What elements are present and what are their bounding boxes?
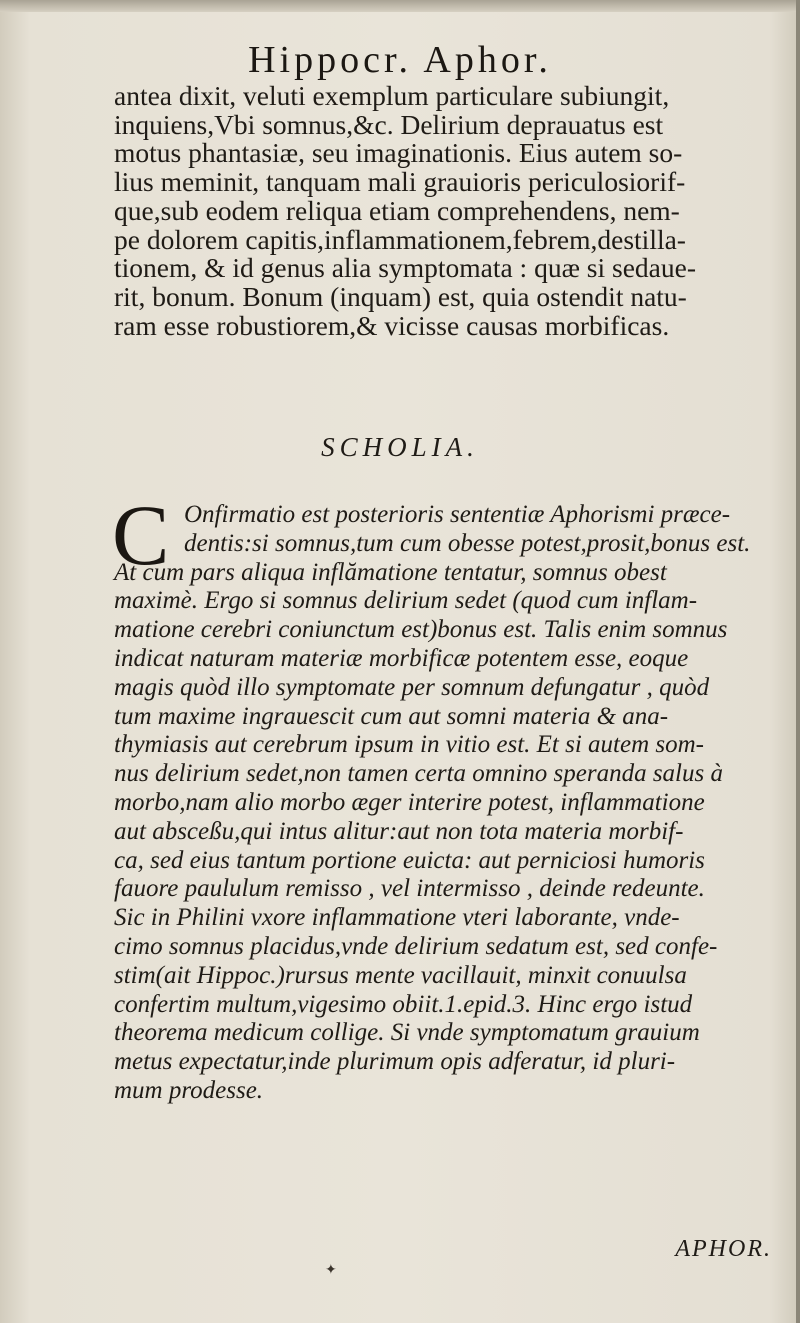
scholia-line: matione cerebri coniunctum est)bonus est. Talis enim somnus	[114, 616, 728, 644]
scholia-line: Onfirmatio est posterioris sententiæ Aphorismi præce-	[184, 501, 731, 528]
scholia-line: aut absceßu,qui intus alitur:aut non tota materia morbif-	[114, 817, 684, 845]
scholia-line: cimo somnus placidus,vnde delirium sedatum est, sed confe-	[114, 932, 718, 960]
scholia-line: magis quòd illo symptomate per somnum defungatur , quòd	[114, 673, 710, 701]
running-header: Hippocr. Aphor.	[248, 39, 552, 81]
scholia-line: metus expectatur,inde plurimum opis adferatur, id pluri-	[114, 1048, 676, 1076]
scholia-line: fauore paululum remisso , vel intermisso , deinde redeunte.	[114, 875, 705, 903]
scholia-line: indicat naturam materiæ morbificæ potentem esse, eoque	[114, 644, 689, 672]
page-top-shadow	[0, 0, 800, 12]
text-line: pe dolorem capitis,inflammationem,febrem,destilla-	[114, 223, 686, 255]
text-line: inquiens,Vbi somnus,&c. Delirium deprauatus est	[114, 108, 664, 140]
scholia-line: tum maxime ingrauescit cum aut somni materia & ana-	[114, 702, 669, 730]
catchword: APHOR.	[675, 1236, 772, 1262]
scholia-line: nus delirium sedet,non tamen certa omnino speranda salus à	[114, 760, 723, 788]
scholia-line: ca, sed eius tantum portione euicta: aut perniciosi humoris	[114, 846, 705, 874]
text-line: motus phantasiæ, seu imaginationis. Eius autem so-	[114, 137, 683, 169]
scholia-line: maximè. Ergo si somnus delirium sedet (quod cum inflam-	[114, 587, 698, 615]
scholia-line: At cum pars aliqua inflămatione tentatur, somnus obest	[114, 558, 667, 586]
drop-cap: C	[112, 487, 170, 583]
text-line: que,sub eodem reliqua etiam comprehendens, nem-	[114, 194, 680, 226]
text-line: ram esse robustiorem,& vicisse causas morbificas.	[114, 309, 670, 341]
scholia-line: confertim multum,vigesimo obiit.1.epid.3. Hinc ergo istud	[114, 990, 693, 1018]
scholia-line: Sic in Philini vxore inflammatione vteri laborante, vnde-	[114, 904, 680, 932]
text-line: tionem, & id genus alia symptomata : quæ si sedaue-	[114, 252, 696, 284]
scholia-heading: SCHOLIA.	[321, 432, 479, 462]
text-line: rit, bonum. Bonum (inquam) est, quia ostendit natu-	[114, 280, 687, 312]
page-edge	[796, 0, 800, 1323]
scholia-line: thymiasis aut cerebrum ipsum in vitio est. Et si autem som-	[114, 731, 704, 759]
scholia-line: theorema medicum collige. Si vnde symptomatum grauium	[114, 1019, 700, 1047]
scholia-line: morbo,nam alio morbo æger interire potest, inflammatione	[114, 788, 705, 816]
commentary-text	[114, 82, 794, 340]
scholia-line: dentis:si somnus,tum cum obesse potest,prosit,bonus est.	[184, 529, 751, 557]
printer-ornament-icon: ✦	[325, 1262, 337, 1278]
scholia-text	[112, 487, 796, 1106]
text-line: lius meminit, tanquam mali grauioris periculosiorif-	[114, 166, 686, 198]
scholia-line: mum prodesse.	[114, 1076, 264, 1104]
text-line: antea dixit, veluti exemplum particulare subiungit,	[114, 80, 670, 111]
scholia-line: stim(ait Hippoc.)rursus mente vacillauit, minxit conuulsa	[114, 961, 687, 989]
